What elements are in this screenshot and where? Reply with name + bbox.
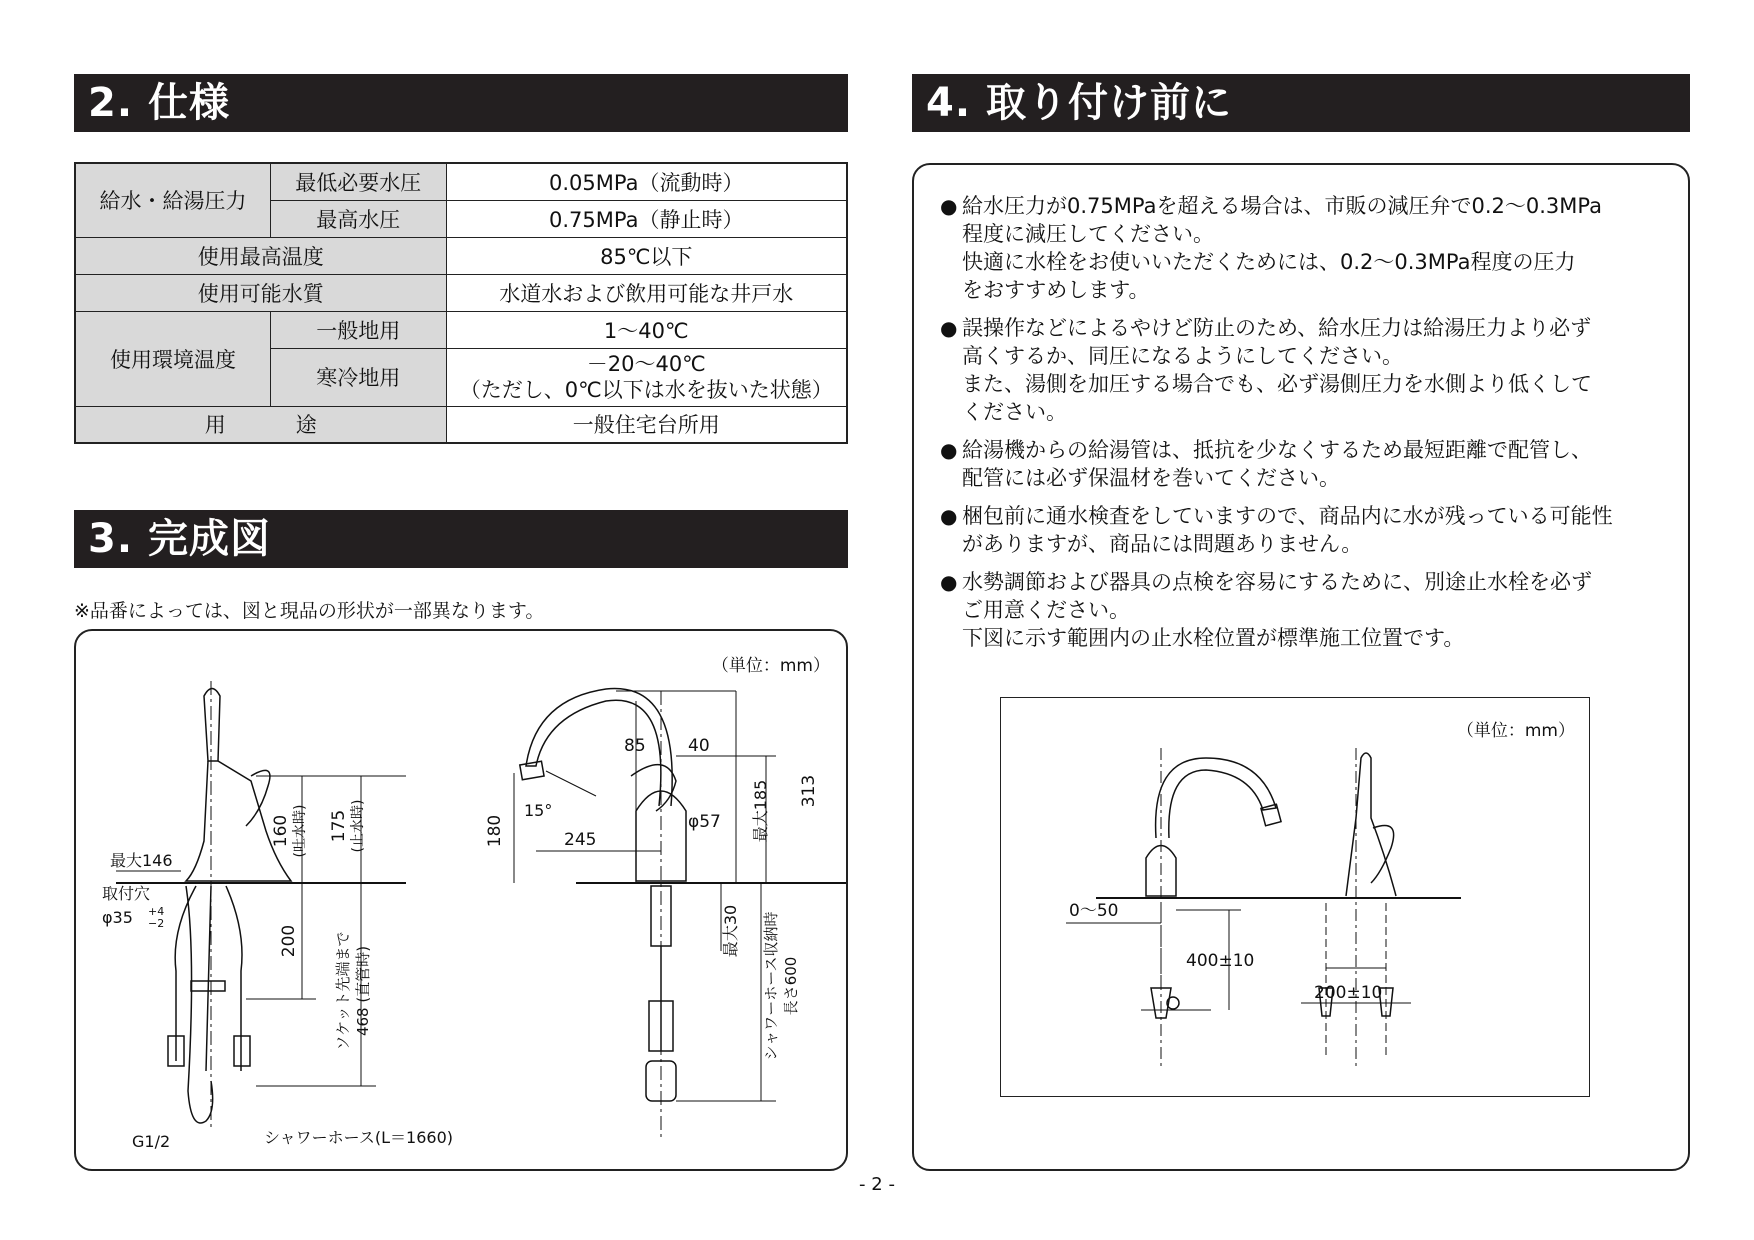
shape-note: ※品番によっては、図と現品の形状が一部異なります。 (74, 600, 545, 622)
instruction-line: 程度に減圧してください。 (962, 222, 1214, 246)
dim-stow-line2: 長さ600 (782, 956, 800, 1016)
inset-dim-400: 400±10 (1186, 951, 1255, 971)
instruction-item (940, 568, 1660, 652)
section-3-header: 3. 完成図 (74, 510, 848, 568)
dim-stow-line1: シャワーホース収納時 (762, 911, 780, 1061)
instruction-line: 水勢調節および器具の点検を容易にするために、別途止水栓を必ず (962, 570, 1592, 594)
inset-dim-200: 200±10 (1314, 983, 1383, 1003)
page-number: - 2 - (859, 1174, 895, 1195)
normal-area-value: 1～40℃ (446, 311, 847, 348)
instruction-line: ご用意ください。 (962, 598, 1130, 622)
side-fitting-right (234, 1036, 250, 1066)
dim-hole-tol-plus: +4 (148, 905, 165, 918)
usage-value: 一般住宅台所用 (446, 406, 847, 443)
instruction-list (940, 192, 1660, 662)
water-quality-label: 使用可能水質 (75, 274, 446, 311)
instruction-line: 配管には必ず保温材を巻いてください。 (962, 466, 1340, 490)
instruction-line: 快適に水栓をお使いいただくためには、0.2～0.3MPa程度の圧力 (962, 250, 1576, 274)
instruction-item (940, 436, 1660, 492)
bullet-marker: ● (940, 438, 958, 462)
dim-313: 313 (799, 774, 819, 808)
instruction-line: また、湯側を加圧する場合でも、必ず湯側圧力を水側より低くして (962, 372, 1592, 396)
dim-socket-line2: 468 (直管時) (354, 945, 372, 1037)
dim-175: 175 (329, 809, 349, 843)
spec-table (74, 162, 848, 444)
instruction-line: 給湯機からの給湯管は、抵抗を少なくするため最短距離で配管し、 (962, 438, 1592, 462)
inset-dim-0-50: 0～50 (1069, 901, 1119, 921)
bullet-marker: ● (940, 570, 958, 594)
instruction-item (940, 314, 1660, 426)
min-pressure-label: 最低必要水圧 (271, 163, 447, 200)
dim-max30: 最大30 (721, 904, 740, 958)
usage-label-1: 用 (204, 413, 226, 438)
dim-175-note: (止水時) (350, 799, 366, 853)
dim-g12: G1/2 (132, 1132, 171, 1151)
dim-160-note: (吐水時) (292, 804, 308, 858)
dim-85: 85 (624, 736, 646, 756)
instruction-item (940, 192, 1660, 304)
instruction-item (940, 502, 1660, 558)
dim-hose: シャワーホース(L＝1660) (264, 1128, 453, 1147)
max-pressure-value: 0.75MPa（静止時） (446, 200, 847, 237)
instruction-line: をおすすめします。 (962, 278, 1150, 302)
bullet-marker: ● (940, 316, 958, 340)
env-temp-label: 使用環境温度 (75, 311, 271, 406)
dim-phi57: φ57 (688, 812, 721, 832)
section-2-header: 2. 仕様 (74, 74, 848, 132)
dim-max146: 最大146 (110, 851, 173, 870)
instruction-line: 梱包前に通水検査をしていますので、商品内に水が残っている可能性 (962, 504, 1613, 528)
supply-pressure-label: 給水・給湯圧力 (75, 163, 271, 237)
dim-40: 40 (688, 736, 710, 756)
cold-area-value-line2: （ただし、0℃以下は水を抜いた状態） (459, 378, 833, 402)
cold-area-label: 寒冷地用 (271, 348, 447, 406)
instruction-line: がありますが、商品には問題ありません。 (962, 532, 1363, 556)
max-pressure-label: 最高水圧 (271, 200, 447, 237)
dim-15deg: 15° (524, 801, 553, 820)
dim-180: 180 (485, 814, 505, 848)
unit-label: （単位：mm） (711, 656, 830, 676)
instruction-line: 下図に示す範囲内の止水栓位置が標準施工位置です。 (962, 626, 1465, 650)
section-4-header: 4. 取り付け前に (912, 74, 1690, 132)
front-spout-head (520, 761, 544, 780)
cold-area-value (446, 348, 847, 406)
dim-socket-line1: ソケット先端まで (334, 931, 352, 1051)
dim-160: 160 (271, 814, 291, 848)
completion-drawing-panel (74, 629, 848, 1171)
bullet-marker: ● (940, 194, 958, 218)
dim-hole-label: 取付穴 (102, 884, 151, 903)
dim-hole-tol-minus: −2 (148, 917, 165, 930)
instruction-line: 誤操作などによるやけど防止のため、給水圧力は給湯圧力より必ず (962, 316, 1592, 340)
cold-area-value-line1: －20～40℃ (586, 352, 706, 376)
faucet-dimension-drawing (76, 631, 846, 1169)
instruction-line: 給水圧力が0.75MPaを超える場合は、市販の減圧弁で0.2～0.3MPa (962, 194, 1602, 218)
bullet-marker: ● (940, 504, 958, 528)
usage-label-2: 途 (295, 413, 317, 438)
normal-area-label: 一般地用 (271, 311, 447, 348)
max-temp-label: 使用最高温度 (75, 237, 446, 274)
inset-unit-label: （単位：mm） (1456, 721, 1575, 741)
dim-max185: 最大185 (751, 779, 770, 843)
instruction-line: ください。 (962, 400, 1067, 424)
water-quality-value: 水道水および飲用可能な井戸水 (446, 274, 847, 311)
instruction-line: 高くするか、同圧になるようにしてください。 (962, 344, 1403, 368)
side-spout-head (204, 689, 220, 762)
dim-hole-dia: φ35 (102, 908, 133, 927)
dim-200: 200 (279, 924, 299, 958)
stop-valve-position-drawing (1000, 697, 1590, 1097)
stop-valve-diagram (1001, 698, 1589, 1096)
usage-label (75, 406, 446, 443)
dim-245: 245 (564, 830, 597, 850)
max-temp-value: 85℃以下 (446, 237, 847, 274)
min-pressure-value: 0.05MPa（流動時） (446, 163, 847, 200)
